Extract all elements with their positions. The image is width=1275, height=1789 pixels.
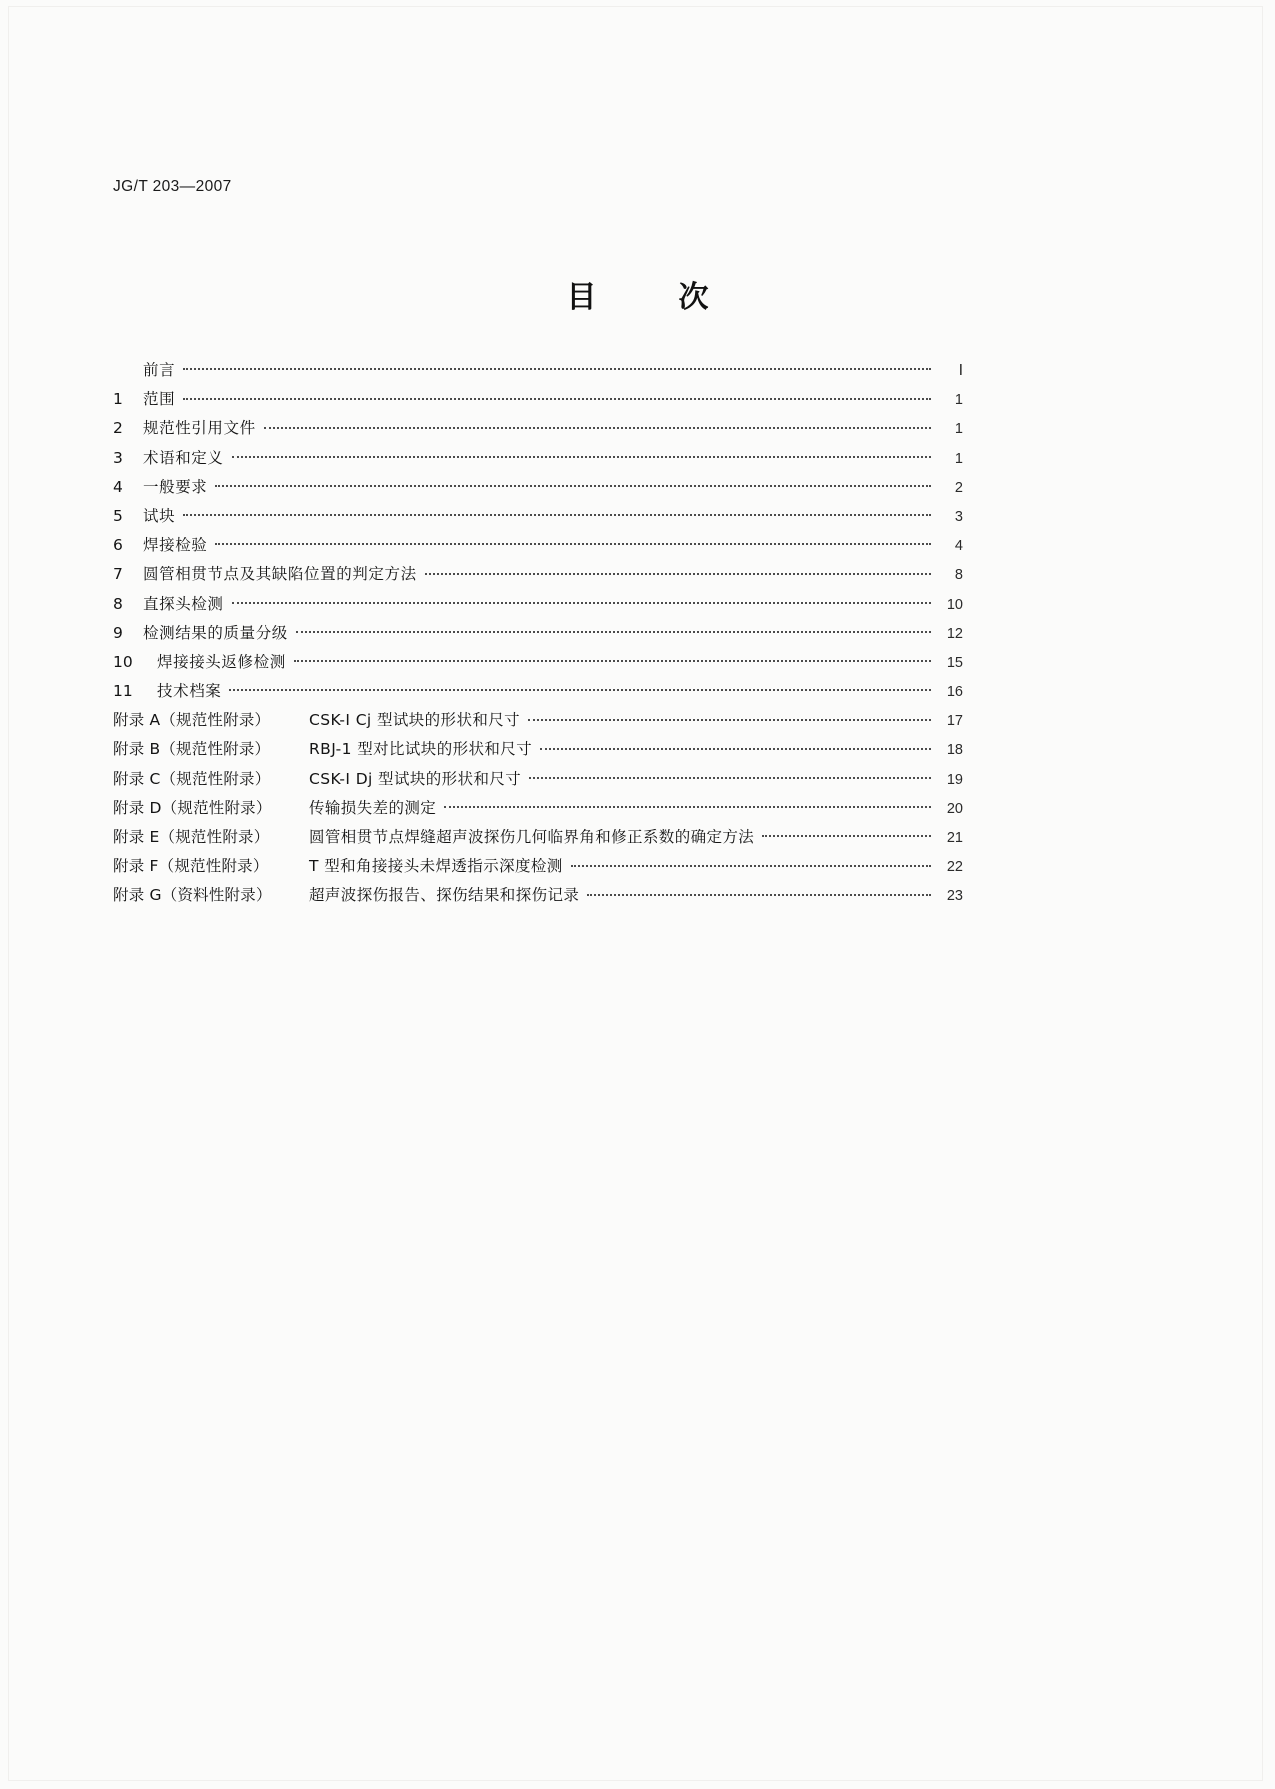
toc-appendix-entry[interactable] — [113, 706, 963, 735]
leader-dots — [571, 856, 931, 872]
toc-entry-label: 范围 — [143, 390, 176, 409]
toc-entry[interactable] — [113, 590, 963, 619]
leader-dots — [183, 389, 931, 405]
toc-entry-number: 9 — [113, 623, 123, 642]
toc-appendix-name: 附录 B（规范性附录） — [113, 740, 271, 759]
toc-entry-page: Ⅰ — [958, 363, 963, 379]
toc-entry[interactable] — [113, 648, 963, 677]
toc-entry-page: 1 — [954, 421, 963, 438]
leader-dots — [587, 885, 931, 901]
toc-entry[interactable] — [113, 444, 963, 473]
toc-entry[interactable] — [113, 414, 963, 443]
table-of-contents — [113, 356, 963, 911]
leader-dots — [529, 768, 931, 784]
toc-entry-page: 1 — [954, 392, 963, 409]
leader-dots — [232, 447, 931, 463]
toc-entry-page: 1 — [954, 450, 963, 467]
toc-appendix-page: 20 — [946, 800, 963, 817]
toc-entry-label: 规范性引用文件 — [143, 419, 256, 438]
toc-appendix-entry[interactable] — [113, 735, 963, 764]
toc-entry[interactable] — [113, 473, 963, 502]
toc-appendix-title: CSK-Ⅰ Cj 型试块的形状和尺寸 — [309, 711, 521, 730]
toc-appendix-page: 23 — [946, 888, 963, 905]
toc-appendix-page: 18 — [946, 742, 963, 759]
toc-entry-number: 2 — [113, 419, 123, 438]
toc-appendix-name: 附录 G（资料性附录） — [113, 886, 272, 905]
toc-entry[interactable] — [113, 385, 963, 414]
toc-entry[interactable] — [113, 560, 963, 589]
toc-appendix-title: 传输损失差的测定 — [309, 798, 437, 817]
toc-appendix-entry[interactable] — [113, 852, 963, 881]
leader-dots — [296, 622, 931, 638]
toc-entry-label: 焊接接头返修检测 — [157, 652, 286, 671]
leader-dots — [425, 564, 931, 580]
leader-dots — [294, 651, 931, 667]
toc-entry-page: 16 — [946, 684, 963, 701]
toc-appendix-entry[interactable] — [113, 794, 963, 823]
toc-appendix-page: 17 — [946, 713, 963, 730]
toc-entry[interactable] — [113, 677, 963, 706]
toc-appendix-entry[interactable] — [113, 765, 963, 794]
toc-appendix-name: 附录 F（规范性附录） — [113, 857, 269, 876]
toc-appendix-title: T 型和角接接头未焊透指示深度检测 — [309, 857, 563, 876]
toc-entry-number: 8 — [113, 594, 123, 613]
leader-dots — [540, 739, 931, 755]
toc-appendix-title: 超声波探伤报告、探伤结果和探伤记录 — [309, 886, 580, 905]
toc-entry-number: 10 — [113, 652, 133, 671]
toc-entry-number: 5 — [113, 506, 123, 525]
toc-entry-number: 3 — [113, 448, 123, 467]
toc-entry-number: 1 — [113, 390, 123, 409]
leader-dots — [762, 827, 931, 843]
toc-appendix-title: 圆管相贯节点焊缝超声波探伤几何临界角和修正系数的确定方法 — [309, 828, 755, 846]
toc-entry[interactable] — [113, 531, 963, 560]
leader-dots — [229, 681, 931, 697]
standard-code: JG/T 203—2007 — [113, 178, 232, 195]
toc-entry-page: 10 — [946, 596, 963, 613]
toc-entry-number: 6 — [113, 536, 123, 555]
leader-dots — [232, 593, 931, 609]
toc-appendix-entry[interactable] — [113, 823, 963, 852]
leader-dots — [264, 418, 931, 434]
leader-dots — [444, 797, 931, 813]
toc-appendix-title: CSK-Ⅰ Dj 型试块的形状和尺寸 — [309, 769, 522, 788]
toc-appendix-entry[interactable] — [113, 881, 963, 910]
toc-entry-number: 7 — [113, 565, 123, 584]
toc-entry-label: 术语和定义 — [143, 448, 224, 467]
toc-entry[interactable] — [113, 356, 963, 385]
toc-entry-label: 技术档案 — [157, 682, 222, 701]
toc-entry-number: 4 — [113, 477, 123, 496]
toc-entry-label: 直探头检测 — [143, 594, 224, 613]
toc-appendix-name: 附录 A（规范性附录） — [113, 711, 271, 730]
toc-entry-page: 2 — [954, 479, 963, 496]
toc-entry[interactable] — [113, 502, 963, 531]
toc-appendix-page: 19 — [946, 771, 963, 788]
page-title: 目 次 — [566, 280, 735, 315]
leader-dots — [183, 505, 931, 521]
toc-entry-label: 前言 — [143, 361, 176, 379]
toc-entry-page: 3 — [954, 508, 963, 525]
toc-appendix-page: 21 — [946, 830, 963, 846]
toc-entry-label: 检测结果的质量分级 — [143, 623, 288, 642]
toc-entry-page: 15 — [946, 654, 963, 671]
leader-dots — [183, 360, 931, 376]
toc-entry-label: 试块 — [143, 506, 176, 525]
toc-appendix-name: 附录 E（规范性附录） — [113, 828, 270, 846]
toc-entry[interactable] — [113, 619, 963, 648]
toc-appendix-name: 附录 D（规范性附录） — [113, 798, 272, 817]
toc-appendix-name: 附录 C（规范性附录） — [113, 769, 271, 788]
toc-entry-page: 8 — [954, 567, 963, 584]
toc-entry-page: 12 — [946, 625, 963, 642]
toc-appendix-title: RBJ-1 型对比试块的形状和尺寸 — [309, 740, 533, 759]
toc-entry-page: 4 — [954, 538, 963, 555]
toc-appendix-page: 22 — [946, 859, 963, 876]
toc-entry-label: 焊接检验 — [143, 536, 208, 555]
toc-entry-label: 一般要求 — [143, 477, 208, 496]
leader-dots — [215, 476, 931, 492]
leader-dots — [528, 710, 931, 726]
toc-entry-number: 11 — [113, 682, 133, 701]
leader-dots — [215, 535, 931, 551]
toc-entry-label: 圆管相贯节点及其缺陷位置的判定方法 — [143, 565, 417, 584]
